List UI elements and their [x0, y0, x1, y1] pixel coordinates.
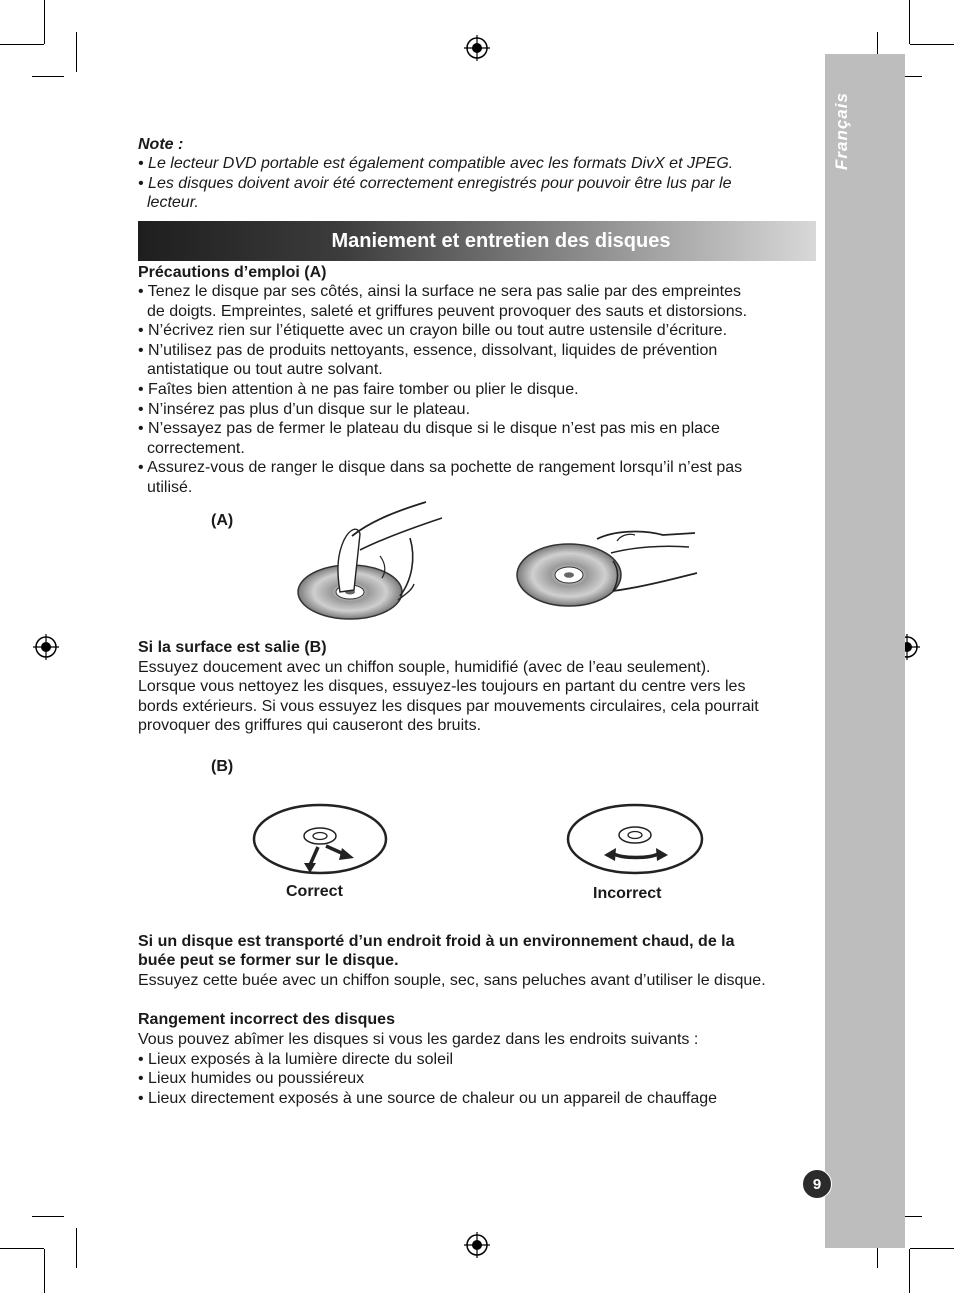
- language-tab: Français: [832, 92, 851, 170]
- section-title: Maniement et entretien des disques: [331, 230, 671, 252]
- precaution-line: • Faîtes bien attention à ne pas faire tomber ou plier le disque.: [138, 381, 579, 398]
- registration-mark-icon: [464, 1232, 490, 1258]
- crop-mark: [76, 1228, 77, 1268]
- disc-held-by-edge-illustration: [513, 517, 698, 612]
- registration-mark-icon: [33, 634, 59, 660]
- figure-label-b: (B): [211, 758, 234, 775]
- crop-mark: [76, 32, 77, 72]
- storage-line: • Lieux exposés à la lumière directe du soleil: [138, 1051, 454, 1068]
- disc-held-by-finger-illustration: [292, 498, 452, 623]
- note-line: lecteur.: [147, 194, 199, 211]
- page-number: 9: [802, 1169, 832, 1199]
- crop-mark: [0, 44, 44, 45]
- precaution-line: utilisé.: [147, 479, 193, 496]
- crop-mark: [909, 1249, 910, 1293]
- correct-wiping-icon: [250, 803, 390, 879]
- dirty-heading: Si la surface est salie (B): [138, 639, 327, 656]
- crop-mark: [32, 76, 64, 77]
- precaution-line: • N’écrivez rien sur l’étiquette avec un crayon bille ou tout autre ustensile d’écriture.: [138, 322, 728, 339]
- crop-mark: [32, 1216, 64, 1217]
- dirty-line: Essuyez doucement avec un chiffon souple, humidifié (avec de l’eau seulement).: [138, 659, 711, 676]
- crop-mark: [910, 44, 954, 45]
- storage-heading: Rangement incorrect des disques: [138, 1011, 395, 1028]
- precaution-line: de doigts. Empreintes, saleté et griffures peuvent provoquer des sauts et distorsions.: [147, 303, 748, 320]
- precaution-line: • N’utilisez pas de produits nettoyants, essence, dissolvant, liquides de prévention: [138, 342, 718, 359]
- precaution-line: • Assurez-vous de ranger le disque dans sa pochette de rangement lorsqu’il n’est pas: [138, 459, 743, 476]
- precaution-line: antistatique ou tout autre solvant.: [147, 361, 383, 378]
- dirty-line: provoquer des griffures qui causeront des bruits.: [138, 717, 482, 734]
- precautions-heading: Précautions d’emploi (A): [138, 264, 327, 281]
- precaution-line: • N’insérez pas plus d’un disque sur le plateau.: [138, 401, 471, 418]
- storage-line: Vous pouvez abîmer les disques si vous les gardez dans les endroits suivants :: [138, 1031, 699, 1048]
- cold-text: Essuyez cette buée avec un chiffon souple, sec, sans peluches avant d’utiliser le disque.: [138, 972, 766, 989]
- incorrect-wiping-icon: [564, 803, 706, 879]
- storage-line: • Lieux directement exposés à une source de chaleur ou un appareil de chauffage: [138, 1090, 718, 1107]
- incorrect-label: Incorrect: [593, 885, 662, 902]
- precaution-line: correctement.: [147, 440, 245, 457]
- precaution-line: • N’essayez pas de fermer le plateau du disque si le disque n’est pas mis en place: [138, 420, 720, 437]
- cold-heading: Si un disque est transporté d’un endroit froid à un environnement chaud, de la: [138, 933, 735, 950]
- cold-heading: buée peut se former sur le disque.: [138, 952, 399, 969]
- dirty-line: bords extérieurs. Si vous essuyez les disques par mouvements circulaires, cela pourrait: [138, 698, 759, 715]
- crop-mark: [0, 1248, 44, 1249]
- note-title: Note :: [138, 136, 184, 153]
- figure-label-a: (A): [211, 512, 234, 529]
- precaution-line: • Tenez le disque par ses côtés, ainsi la surface ne sera pas salie par des empreintes: [138, 283, 741, 300]
- crop-mark: [44, 0, 45, 44]
- registration-mark-icon: [464, 35, 490, 61]
- note-line: • Les disques doivent avoir été correctement enregistrés pour pouvoir être lus par le: [138, 175, 732, 192]
- dirty-line: Lorsque vous nettoyez les disques, essuyez-les toujours en partant du centre vers les: [138, 678, 746, 695]
- storage-line: • Lieux humides ou poussiéreux: [138, 1070, 365, 1087]
- crop-mark: [44, 1249, 45, 1293]
- crop-mark: [909, 0, 910, 44]
- correct-label: Correct: [286, 883, 343, 900]
- crop-mark: [910, 1248, 954, 1249]
- note-line: • Le lecteur DVD portable est également compatible avec les formats DivX et JPEG.: [138, 155, 734, 172]
